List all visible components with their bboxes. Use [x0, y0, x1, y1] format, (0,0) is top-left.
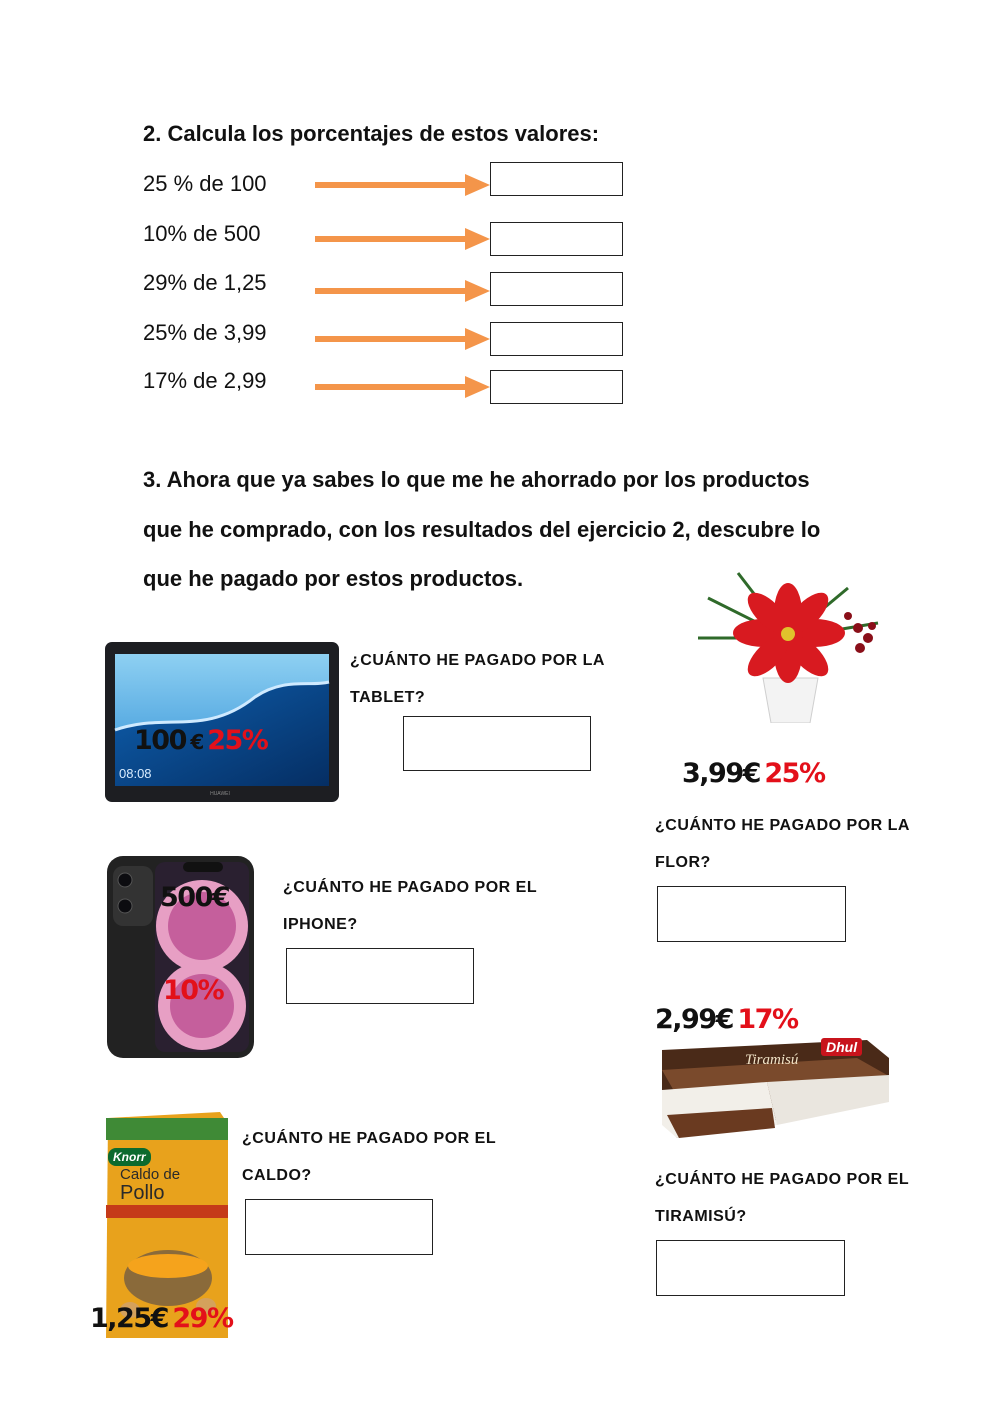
broth-question: [242, 1120, 496, 1194]
broth-answer-box[interactable]: [245, 1199, 433, 1255]
iphone-price-label: [160, 882, 229, 913]
tablet-brand: HUAWEI: [210, 791, 230, 797]
broth-discount: 29%: [172, 1303, 233, 1334]
expression-4: 25% de 3,99: [143, 320, 267, 345]
tiramisu-question-line-1: ¿CUÁNTO HE PAGADO POR EL: [655, 1171, 910, 1188]
tiramisu-currency: €: [715, 1004, 733, 1035]
broth-currency: €: [150, 1303, 168, 1334]
iphone-question: [283, 869, 537, 943]
iphone-discount: 10%: [163, 975, 224, 1006]
iphone-answer-box[interactable]: [286, 948, 474, 1004]
expression-1: 25 % de 100: [143, 171, 267, 196]
tiramisu-price: 2,99: [655, 1004, 716, 1035]
tablet-screen-time: 08:08: [119, 766, 152, 781]
flower-question-line-2: FLOR?: [655, 854, 711, 871]
tiramisu-question-line-2: TIRAMISÚ?: [655, 1208, 747, 1225]
tablet-currency: €: [190, 730, 203, 754]
flower-question: [655, 807, 910, 881]
answer-box-4[interactable]: [490, 322, 623, 356]
expression-5: 17% de 2,99: [143, 368, 267, 393]
exercise-3-line-2: que he comprado, con los resultados del ejercicio 2, descubre lo: [143, 516, 821, 542]
exercise-3-line-1: 3. Ahora que ya sabes lo que me he ahorrado por los productos: [143, 467, 810, 492]
answer-box-3[interactable]: [490, 272, 623, 306]
expression-2: 10% de 500: [143, 221, 261, 246]
tablet-question: [350, 642, 605, 716]
flower-answer-box[interactable]: [657, 886, 846, 942]
broth-question-line-2: CALDO?: [242, 1167, 312, 1184]
flower-question-line-1: ¿CUÁNTO HE PAGADO POR LA: [655, 817, 910, 834]
arrow-5-icon: [315, 376, 490, 398]
answer-box-1[interactable]: [490, 162, 623, 196]
exercise-2-title: 2. Calcula los porcentajes de estos valores:: [143, 121, 600, 146]
tablet-discount: 25%: [207, 725, 268, 756]
broth-price: 1,25: [90, 1303, 151, 1334]
iphone-currency: €: [211, 882, 230, 913]
tablet-question-line-2: TABLET?: [350, 689, 426, 706]
tablet-answer-box[interactable]: [403, 716, 591, 771]
tablet-price: 100: [134, 725, 186, 756]
arrow-1-icon: [315, 174, 490, 196]
tiramisu-pack-text: Tiramisú: [745, 1052, 799, 1068]
flower-price-label: [682, 758, 825, 789]
tiramisu-question: [655, 1161, 909, 1235]
arrow-2-icon: [315, 228, 490, 250]
arrow-3-icon: [315, 280, 490, 302]
tiramisu-image: [657, 1030, 893, 1146]
tiramisu-brand: Dhul: [821, 1038, 862, 1056]
iphone-price: 500: [160, 882, 212, 913]
broth-brand: Knorr: [108, 1148, 151, 1166]
broth-question-line-1: ¿CUÁNTO HE PAGADO POR EL: [242, 1130, 497, 1147]
iphone-question-line-1: ¿CUÁNTO HE PAGADO POR EL: [283, 879, 538, 896]
arrow-4-icon: [315, 328, 490, 350]
flower-currency: €: [742, 758, 760, 789]
tablet-price-label: [134, 725, 267, 756]
answer-box-2[interactable]: [490, 222, 623, 256]
broth-price-label: [90, 1303, 233, 1334]
tablet-image: [105, 642, 339, 802]
flower-image: [688, 568, 888, 723]
broth-name-line-2: Pollo: [120, 1182, 165, 1204]
broth-name: [120, 1166, 180, 1202]
expression-3: 29% de 1,25: [143, 270, 267, 295]
answer-box-5[interactable]: [490, 370, 623, 404]
iphone-question-line-2: IPHONE?: [283, 916, 358, 933]
flower-discount: 25%: [764, 758, 825, 789]
flower-price: 3,99: [682, 758, 743, 789]
tiramisu-discount: 17%: [737, 1004, 798, 1035]
exercise-3-line-3: que he pagado por estos productos.: [143, 566, 524, 591]
tiramisu-answer-box[interactable]: [656, 1240, 845, 1296]
tablet-question-line-1: ¿CUÁNTO HE PAGADO POR LA: [350, 652, 605, 669]
broth-name-line-1: Caldo de: [120, 1166, 181, 1183]
